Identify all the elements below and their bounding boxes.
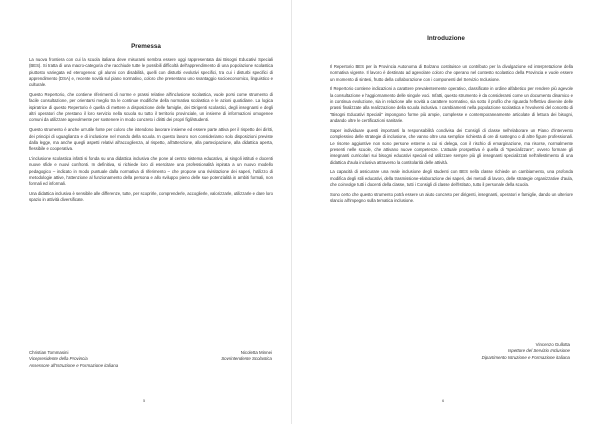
signature-role: Sovrintendente Scolastica (221, 356, 272, 362)
signature-role: Dipartimento Istruzione e Formazione italiana (481, 354, 570, 360)
paragraph: Il Repertorio contiene indicazioni a carattere prevalentemente operativo, classificate in ordine alfabetico per rendere più agevole la consultazione e l'aggiornamento delle singole voci. Infatti, questo strumento è da considerarsi come un documento dinamico e in continua evoluzione, sia in relazione alle novità a carattere normativo, sia sotto il profilo che riguarda l'effettivo divenire delle prassi finalizzate alla realizzazione della scuola inclusiva. I cambiamenti nella popolazione scolastica e l'evolversi del concetto di “Bisogni Educativi Speciali” impongono forme più ampie, complesse e contemporaneamente articolate di lettura dei bisogni, andando oltre le certificazioni sanitarie. (330, 86, 573, 124)
page-title-premessa: Premessa (131, 43, 161, 50)
page-title-introduzione: Introduzione (427, 35, 465, 42)
page-number: 6 (442, 398, 445, 403)
signature-name: Christian Tommasini (29, 350, 69, 355)
signature-gullotta (482, 342, 570, 361)
signature-name: Vincenzo Gullotta (535, 342, 570, 347)
paragraph: La capacità di assicurare una reale inclusione degli studenti con BES nella classe richiede un cambiamento, una profonda modifica degli stili educativi, della trasmissione-elaborazione dei saperi, dei metodi di lavoro, delle strategie organizzative d'aula, che coinvolge tutti i docenti della classe, tutti i Consigli di classe dell'istituto, tutto il personale della scuola. (330, 169, 573, 188)
page-number: 5 (143, 398, 146, 403)
paragraph: Una didattica inclusiva è sensibile alle differenze, tutte, per scoprirle, comprenderle, accoglierle, valorizzarle, utilizzarle e dare loro spazio in attività diversificate. (29, 191, 273, 203)
paragraph: Saper individuare questi importanti la responsabilità condivisa dei Consigli di classe nell'elaborare un Piano d'intervento complessivo delle strategie di inclusione, che vanno oltre una semplice richiesta di ore di sostegno o di altre figure professionali. Le risorse aggiuntive non sono persone esterne a cui si delega, con il rischio di emarginazione, ma risorse, normalmente presenti nelle scuole, che attivano nuove competenze. L'attuale prospettiva è quella di “specializzare”, ovvero formare gli insegnanti curricolari sui bisogni educativi speciali ed utilizzare sempre più gli insegnanti specializzati nell'allestimento di una didattica d'aula inclusiva attraverso la contitolarità delle attività. (330, 127, 573, 165)
introduzione-body (330, 64, 573, 208)
paragraph: Questo strumento è anche un'utile fonte per coloro che intendono lavorare insieme ed essere parte attiva per il rispetto dei diritti, dei principi di uguaglianza e di inclusione nel mondo della scuola. In questo lavoro non consideriamo solo disposizioni previste dalla legge, ma anche quegli aspetti relativi all'accoglienza, al rispetto, all'attenzione, alla partecipazione, alla didattica aperta, flessibile e cooperativa. (29, 127, 273, 152)
signature-tommasini (29, 350, 118, 369)
signature-role: Vicepresidente della Provincia (29, 356, 88, 362)
signature-minnei (221, 350, 272, 363)
paragraph: Questo Repertorio, che contiene riferimenti di norme e prassi relative all'inclusione scolastica, vuole porsi come strumento di facile consultazione, per orientarsi meglio tra le continue modifiche della normativa scolastica e le azioni quotidiane. La logica ispiratrice di questo Repertorio è quella di mettere a disposizione delle famiglie, dei Dirigenti scolastici, degli insegnanti e degli altri operatori che prestano il loro servizio nella scuola su tutto il territorio provinciale, un insieme di informazioni omogenee comuni da utilizzare agevolmente per sostenere in modo concreto i diritti dei propri figli/studenti. (29, 92, 273, 123)
paragraph: L'inclusione scolastica infatti si fonda su una didattica inclusiva che pone al centro sistema educativo, ai singoli istituti e docenti nuove sfide e nuovi confronti. In definitiva, si richiede loro di esercitare una professionalità ispirata a un nuovo modello pedagogico – indicato in modo puntuale dalla normativa di riferimento – che propone una rivisitazione dei saperi, l'utilizzo di metodologie attive, l'attenzione al funzionamento della persona e allo sviluppo pieno delle sue potenzialità in ambiti formali, non formali ed informali. (29, 155, 273, 187)
signature-role: Assessore all'Istruzione e Formazione italiana (29, 362, 119, 368)
right-page (300, 0, 592, 424)
paragraph: Il Repertorio BES per la Provincia Autonoma di Bolzano costituisce un contributo per la divulgazione ed interpretazione della normativa vigente. Il lavoro è destinato ad agevolare coloro che operano nel contesto scolastico della Provincia e vuole essere un momento di sintesi, frutto della collaborazione con i componenti del Servizio Inclusione. (330, 64, 573, 82)
premessa-body (29, 57, 273, 207)
signature-role: Ispettore del Servizio Inclusione (508, 348, 570, 354)
paragraph: Sono certo che questo strumento potrà essere un aiuto concreto per dirigenti, insegnanti, operatori e famiglie, dando un ulteriore slancio all'impegno sulla tematica inclusione. (330, 191, 573, 204)
left-page (0, 0, 292, 424)
paragraph: La nuova frontiera con cui la scuola italiana deve misurarsi sembra essere oggi rappresentata dai Bisogni Educativi Speciali (BES). Si tratta di una macro-categoria che racchiude tutte le possibili difficoltà dell'apprendimento di una popolazione scolastica piuttosto variegata ed eterogenea: gli alunni con disabilità, quelli con disturbi evolutivi specifici, tra cui i disturbi specifici di apprendimento (DSA) e, recente novità sul piano normativo, coloro che presentano uno svantaggio socioeconomico, linguistico e culturale. (29, 57, 273, 88)
signature-name: Nicoletta Minnei (240, 350, 272, 355)
